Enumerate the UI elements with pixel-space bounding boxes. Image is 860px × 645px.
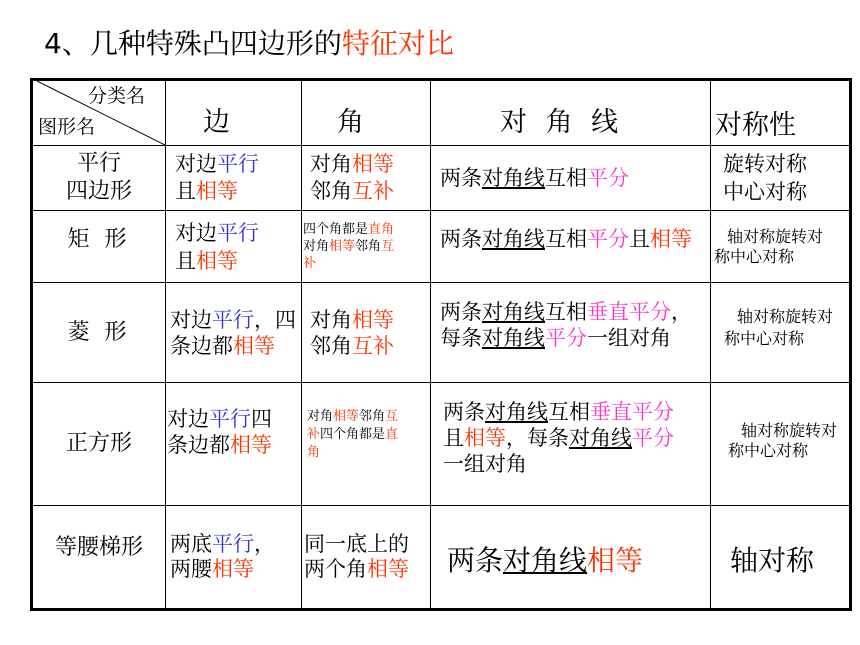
underlined-term: 对角线 — [482, 300, 545, 324]
square-symmetry-cell — [711, 383, 849, 505]
highlighted-term: 相等 — [329, 239, 356, 254]
text-line — [310, 178, 394, 205]
highlighted-term: 平分 — [587, 165, 629, 190]
underlined-term: 对角线 — [482, 227, 545, 251]
highlighted-term: 相等 — [464, 425, 506, 450]
text-segment: 对边 — [167, 406, 209, 431]
highlighted-term: 相等 — [233, 333, 275, 358]
text-segment: 互相 — [548, 399, 590, 424]
highlighted-term: 平分 — [587, 227, 629, 251]
isosceles-trapezoid-sides-cell — [166, 506, 301, 608]
text-line — [310, 333, 394, 359]
text-line — [170, 532, 275, 557]
text-segment: 对边 — [175, 152, 217, 176]
text-segment: 一组对角 — [443, 451, 527, 476]
highlighted-term: 平行 — [209, 406, 251, 431]
square-angles-cell — [302, 383, 430, 505]
rhombus-name-cell — [33, 283, 165, 382]
category-header-label: 分类名 — [88, 85, 146, 107]
highlighted-term: 平行 — [217, 220, 259, 245]
text-segment: 且 — [175, 179, 196, 203]
text-line — [167, 432, 272, 458]
text-segment: 四个角都是 — [303, 222, 369, 237]
text-line — [167, 406, 272, 432]
text-line — [170, 307, 296, 333]
text-line — [443, 451, 527, 477]
text-line: 等腰梯形 — [54, 535, 143, 560]
text-line — [175, 219, 259, 247]
text-line — [737, 306, 833, 328]
text-line: 矩 形 — [67, 226, 131, 252]
text-line — [440, 226, 692, 253]
text-segment: 邻角 — [310, 333, 352, 358]
rhombus-angles-cell — [302, 283, 430, 382]
rhombus-diagonals-cell — [431, 283, 710, 382]
underlined-term: 对角线 — [503, 544, 588, 577]
rhombus-sides-cell — [166, 283, 301, 382]
isosceles-trapezoid-angles-cell — [302, 506, 430, 608]
column-header-label: 对 角 线 — [500, 107, 624, 138]
shape-header-label: 图形名 — [38, 116, 96, 138]
underlined-term: 对角线 — [485, 399, 548, 424]
text-line — [440, 325, 671, 351]
text-segment: 两腰 — [170, 557, 212, 581]
text-segment: 且 — [629, 227, 650, 251]
column-header-label: 对称性 — [715, 110, 796, 141]
text-segment: 两条 — [440, 227, 482, 251]
text-line — [443, 425, 674, 451]
isosceles-trapezoid-name-cell — [33, 506, 165, 608]
highlighted-term: 角 — [307, 445, 321, 460]
highlighted-term: 垂直平分 — [590, 399, 674, 424]
text-segment: 条边都 — [170, 333, 233, 358]
text-segment: 称中心对称 — [714, 246, 795, 266]
text-line — [307, 408, 398, 426]
text-segment: 邻角 — [310, 179, 352, 203]
highlighted-term: 垂直平分 — [587, 300, 671, 324]
isosceles-trapezoid-diagonals-cell — [431, 506, 710, 608]
text-segment: 称中心对称 — [724, 328, 805, 348]
text-line — [724, 328, 804, 350]
underlined-term: 对角线 — [569, 425, 632, 450]
title-highlight: 特征对比 — [341, 27, 454, 60]
title-text: 4、几种特殊凸四边形的 — [44, 27, 342, 60]
highlighted-term: 互 — [385, 409, 399, 424]
rectangle-symmetry-cell — [711, 211, 849, 282]
text-segment: ，四 — [254, 307, 296, 332]
square-name-cell — [33, 383, 165, 505]
text-line — [447, 545, 643, 577]
underlined-term: 对角线 — [482, 165, 545, 190]
column-header-angles — [302, 81, 430, 145]
parallelogram-sides-cell — [166, 146, 301, 210]
text-line — [307, 444, 320, 462]
parallelogram-symmetry-cell — [711, 146, 849, 210]
text-line — [303, 221, 394, 238]
highlighted-term: 相等 — [352, 307, 394, 332]
text-segment: 邻角 — [359, 409, 386, 424]
isosceles-trapezoid-symmetry-cell — [711, 506, 849, 608]
text-line — [310, 307, 394, 333]
text-segment: 互相 — [545, 227, 587, 251]
highlighted-term: 相等 — [333, 409, 360, 424]
highlighted-term: 直角 — [368, 222, 395, 237]
rectangle-diagonals-cell — [431, 211, 710, 282]
text-segment: 一组对角 — [587, 326, 671, 350]
highlighted-term: 平行 — [212, 307, 254, 332]
text-segment: 邻角 — [355, 239, 382, 254]
text-line — [714, 247, 794, 267]
parallelogram-angles-cell — [302, 146, 430, 210]
text-line — [728, 441, 808, 461]
square-diagonals-cell — [431, 383, 710, 505]
text-segment: 互相 — [545, 165, 587, 190]
text-line — [170, 333, 275, 359]
text-line — [175, 247, 238, 275]
rhombus-symmetry-cell — [711, 283, 849, 382]
highlighted-term: 相等 — [212, 557, 254, 581]
corner-header-cell — [33, 81, 165, 145]
highlighted-term: 相等 — [650, 227, 692, 251]
text-segment: 且 — [175, 248, 196, 273]
text-segment: 条边都 — [167, 432, 230, 457]
column-header-sides — [166, 81, 301, 145]
text-segment: 对角 — [310, 307, 352, 332]
text-segment: 两条 — [440, 165, 482, 190]
highlighted-term: 互 — [381, 239, 395, 254]
text-line — [307, 426, 398, 444]
comparison-table — [30, 78, 852, 611]
text-line — [723, 178, 807, 206]
text-line — [175, 151, 259, 178]
text-line — [175, 178, 238, 205]
text-segment: 中心对称 — [723, 180, 807, 204]
text-line — [440, 165, 629, 192]
text-segment: 旋转对称 — [723, 152, 807, 176]
highlighted-term: 相等 — [352, 152, 394, 176]
square-sides-cell — [166, 383, 301, 505]
highlighted-term: 平行 — [217, 152, 259, 176]
text-line: 平行 — [76, 151, 121, 176]
text-line — [730, 545, 814, 577]
text-segment: 轴对称旋转对 — [741, 420, 838, 440]
text-line — [304, 532, 409, 557]
text-segment: 对角 — [310, 152, 352, 176]
text-segment: 每条 — [440, 326, 482, 350]
text-segment: 轴对称 — [730, 544, 815, 577]
text-segment: ， — [254, 532, 275, 556]
text-segment: 轴对称旋转对 — [727, 226, 824, 246]
text-line — [727, 227, 823, 247]
highlighted-term: 平分 — [545, 326, 587, 350]
parallelogram-diagonals-cell — [431, 146, 710, 210]
text-line — [303, 238, 394, 255]
highlighted-term: 互补 — [352, 179, 394, 203]
text-segment: ，每条 — [506, 425, 569, 450]
highlighted-term: 相等 — [196, 248, 238, 273]
highlighted-term: 直 — [385, 427, 399, 442]
text-segment: 两底 — [170, 532, 212, 556]
text-line: 正方形 — [65, 431, 132, 456]
text-segment: 四个角都是 — [320, 427, 386, 442]
column-header-label: 角 — [337, 107, 364, 138]
text-line — [443, 399, 674, 425]
highlighted-term: 平分 — [632, 425, 674, 450]
highlighted-term: 互补 — [352, 333, 394, 358]
text-segment: 称中心对称 — [728, 440, 809, 460]
parallelogram-name-cell — [33, 146, 165, 210]
text-segment: 对角 — [307, 409, 334, 424]
text-line — [741, 421, 837, 441]
text-line: 菱 形 — [67, 319, 131, 345]
highlighted-term: 平行 — [212, 532, 254, 556]
text-line — [303, 255, 316, 272]
rectangle-sides-cell — [166, 211, 301, 282]
highlighted-term: 相等 — [196, 179, 238, 203]
highlighted-term: 相等 — [587, 544, 644, 577]
highlighted-term: 相等 — [230, 432, 272, 457]
text-segment: 对边 — [170, 307, 212, 332]
column-header-diagonals — [431, 81, 710, 145]
text-segment: 两条 — [447, 544, 504, 577]
text-segment: 同一底上的 — [304, 532, 409, 556]
text-segment: 两条 — [440, 300, 482, 324]
text-segment: 四 — [251, 406, 272, 431]
rectangle-name-cell — [33, 211, 165, 282]
text-segment: 两条 — [443, 399, 485, 424]
underlined-term: 对角线 — [482, 326, 545, 350]
text-line: 四边形 — [65, 179, 132, 204]
text-line — [170, 557, 254, 582]
column-header-symmetry — [711, 81, 849, 145]
text-segment: 且 — [443, 425, 464, 450]
text-segment: 互相 — [545, 300, 587, 324]
highlighted-term: 补 — [303, 256, 317, 271]
text-segment: 轴对称旋转对 — [737, 306, 834, 326]
slide-title — [44, 26, 454, 62]
highlighted-term: 相等 — [367, 557, 409, 581]
text-segment: 对边 — [175, 220, 217, 245]
text-segment: 两个角 — [304, 557, 367, 581]
text-line — [310, 151, 394, 178]
column-header-label: 边 — [203, 107, 230, 138]
text-line — [440, 299, 692, 325]
text-line — [304, 557, 409, 582]
rectangle-angles-cell — [302, 211, 430, 282]
highlighted-term: 补 — [307, 427, 321, 442]
text-segment: 对角 — [303, 239, 330, 254]
text-line — [723, 150, 807, 178]
text-segment: ， — [671, 300, 692, 324]
